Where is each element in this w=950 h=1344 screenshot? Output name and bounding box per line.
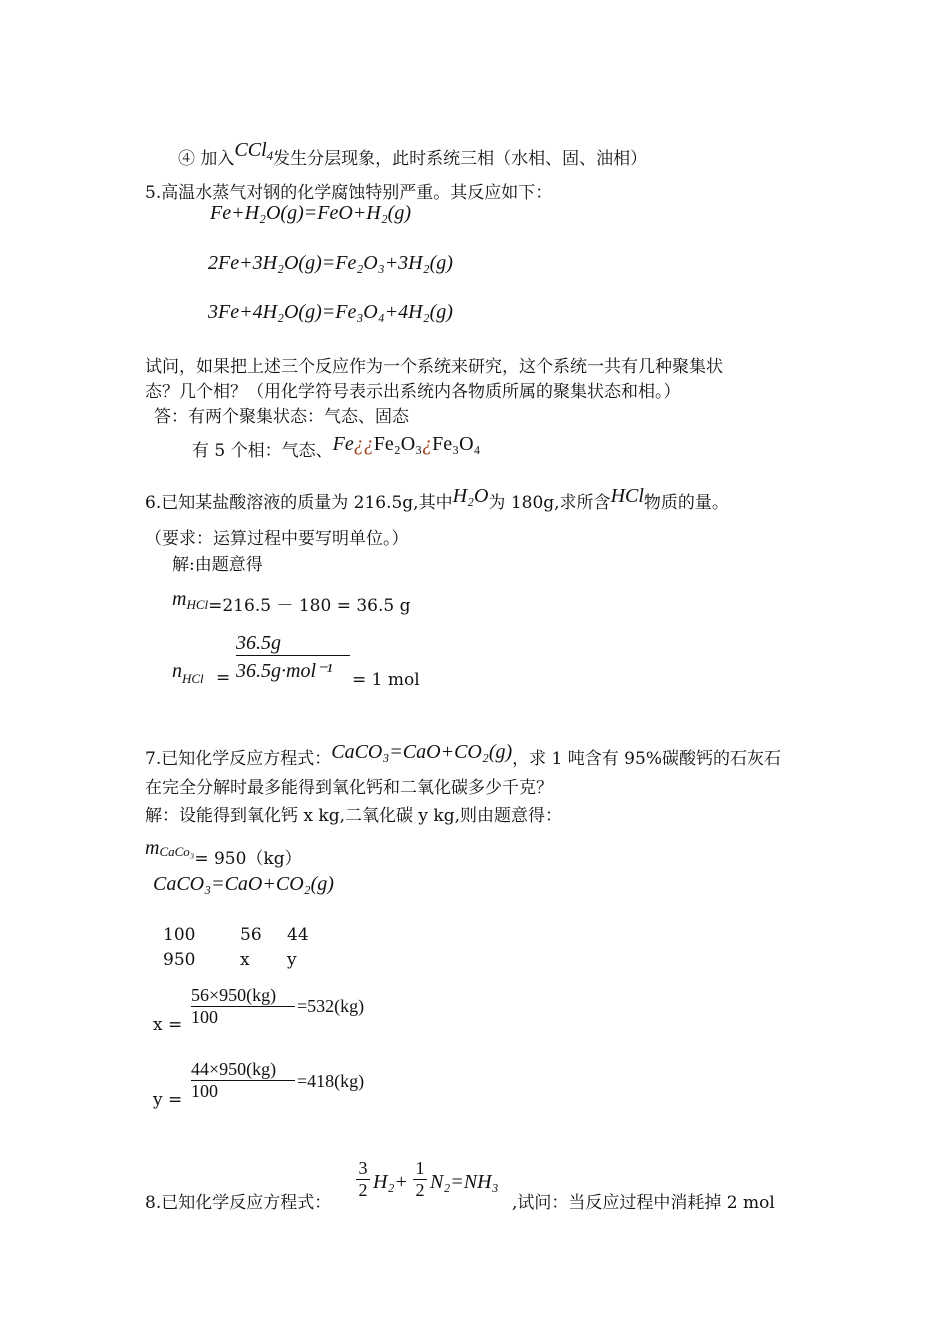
hcl-formula: HCl <box>610 485 644 507</box>
q6-mid: 为 180g,求所含 <box>488 493 611 513</box>
q6-requirement: （要求：运算过程中要写明单位。） <box>145 529 409 549</box>
q5-eq3: 3Fe+4H₂O(g)=Fe₃O₄+4H₂(g) <box>208 301 453 323</box>
q5-text: 5.高温水蒸气对钢的化学腐蚀特别严重。其反应如下： <box>145 183 553 203</box>
item4-suffix: 发生分层现象，此时系统三相（水相、固、油相） <box>273 149 648 169</box>
m-sub: HCl <box>186 597 209 612</box>
frac2-den: 2 <box>415 1180 425 1200</box>
m-caco3-line <box>145 834 302 869</box>
mass-caco3: 100 <box>163 925 196 945</box>
q5-eq1: Fe+H₂O(g)=FeO+H₂(g) <box>210 202 411 224</box>
n-result: = 1 mol <box>352 670 420 690</box>
amount-y: y <box>287 950 297 970</box>
y-denominator: 100 <box>191 1081 218 1101</box>
q6-suffix: 物质的量。 <box>643 493 729 513</box>
frac-3-2 <box>356 1158 370 1201</box>
m-hcl-line <box>172 585 411 616</box>
q7-text-line2: 在完全分解时最多能得到氧化钙和二氧化碳多少千克？ <box>145 778 553 798</box>
y-numerator: 44×950(kg) <box>191 1059 277 1079</box>
q5-answer1: 答：有两个聚集状态：气态、固态 <box>154 407 409 427</box>
y-fraction <box>191 1059 295 1102</box>
answer-fe: Fe <box>332 433 354 455</box>
x-denominator: 100 <box>191 1007 218 1027</box>
n-sub: HCl <box>182 671 204 686</box>
amount-x: x <box>240 950 250 970</box>
q7-text <box>145 741 781 770</box>
frac1-den: 2 <box>358 1180 368 1200</box>
m-calc: =216.5 － 180 = 36.5 g <box>208 596 411 616</box>
n-denominator: 36.5g·mol⁻¹ <box>236 660 333 682</box>
n-symbol: n <box>172 660 182 682</box>
q5-answer2-prefix: 有 5 个相：气态、 <box>192 441 333 461</box>
n-hcl-label <box>172 660 204 686</box>
mass-co2: 44 <box>287 925 309 945</box>
x-label: x = <box>153 1015 183 1035</box>
y-result: =418(kg) <box>297 1071 365 1091</box>
x-fraction <box>191 985 295 1028</box>
q7-equation2: CaCO₃=CaO+CO₂(g) <box>153 873 334 895</box>
n-numerator: 36.5g <box>236 632 281 654</box>
q7-suffix: ，求 1 吨含有 95%碳酸钙的石灰石 <box>512 749 781 769</box>
m-caco3-value: = 950（kg） <box>194 849 302 869</box>
q5-eq2: 2Fe+3H₂O(g)=Fe₂O₃+3H₂(g) <box>208 252 453 274</box>
n-fraction <box>236 632 350 683</box>
q6-solution-intro: 解:由题意得 <box>172 555 263 575</box>
q7-solution: 解：设能得到氧化钙 x kg,二氧化碳 y kg,则由题意得： <box>145 806 562 826</box>
frac2-num: 1 <box>415 1158 425 1178</box>
item4-line <box>178 139 648 172</box>
ccl4-sub: 4 <box>266 148 274 163</box>
ccl4-formula: CCl <box>234 139 267 161</box>
m-symbol: m <box>172 588 187 610</box>
m-caco3-symbol: m <box>145 837 160 859</box>
frac1-num: 3 <box>358 1158 368 1178</box>
m-caco3-sub: CaCo₃ <box>159 844 195 859</box>
q8-suffix: ,试问：当反应过程中消耗掉 2 mol <box>512 1193 775 1213</box>
q5-question-line1: 试问，如果把上述三个反应作为一个系统来研究，这个系统一共有几种聚集状 <box>145 357 723 377</box>
q7-prefix: 7.已知化学反应方程式： <box>145 749 332 769</box>
amount-caco3: 950 <box>163 950 196 970</box>
h2-plus: H₂+ <box>373 1171 408 1193</box>
answer-q-mark: ¿ <box>422 433 433 455</box>
answer-fe2o3: Fe₂O₃ <box>373 433 423 455</box>
n2-nh3: N₂=NH₃ <box>430 1171 499 1193</box>
q8-prefix: 8.已知化学反应方程式： <box>145 1193 332 1213</box>
q5-answer2 <box>192 433 481 462</box>
mass-cao: 56 <box>240 925 262 945</box>
answer-fe3o4: Fe₃O₄ <box>432 433 481 455</box>
item4-prefix: ④ 加入 <box>178 149 235 169</box>
y-label: y = <box>153 1090 183 1110</box>
q6-prefix: 6.已知某盐酸溶液的质量为 216.5g,其中 <box>145 493 453 513</box>
frac-1-2 <box>413 1158 427 1201</box>
q5-question-line2: 态？几个相？（用化学符号表示出系统内各物质所属的聚集状态和相。） <box>145 382 681 402</box>
q7-equation: CaCO₃=CaO+CO₂(g) <box>331 741 513 763</box>
x-result: =532(kg) <box>297 996 365 1016</box>
n-eq: = <box>216 668 231 688</box>
x-numerator: 56×950(kg) <box>191 985 277 1005</box>
q6-text <box>145 485 729 514</box>
h2o-formula: H₂O <box>452 485 489 507</box>
answer-q-marks: ¿¿ <box>353 433 374 455</box>
